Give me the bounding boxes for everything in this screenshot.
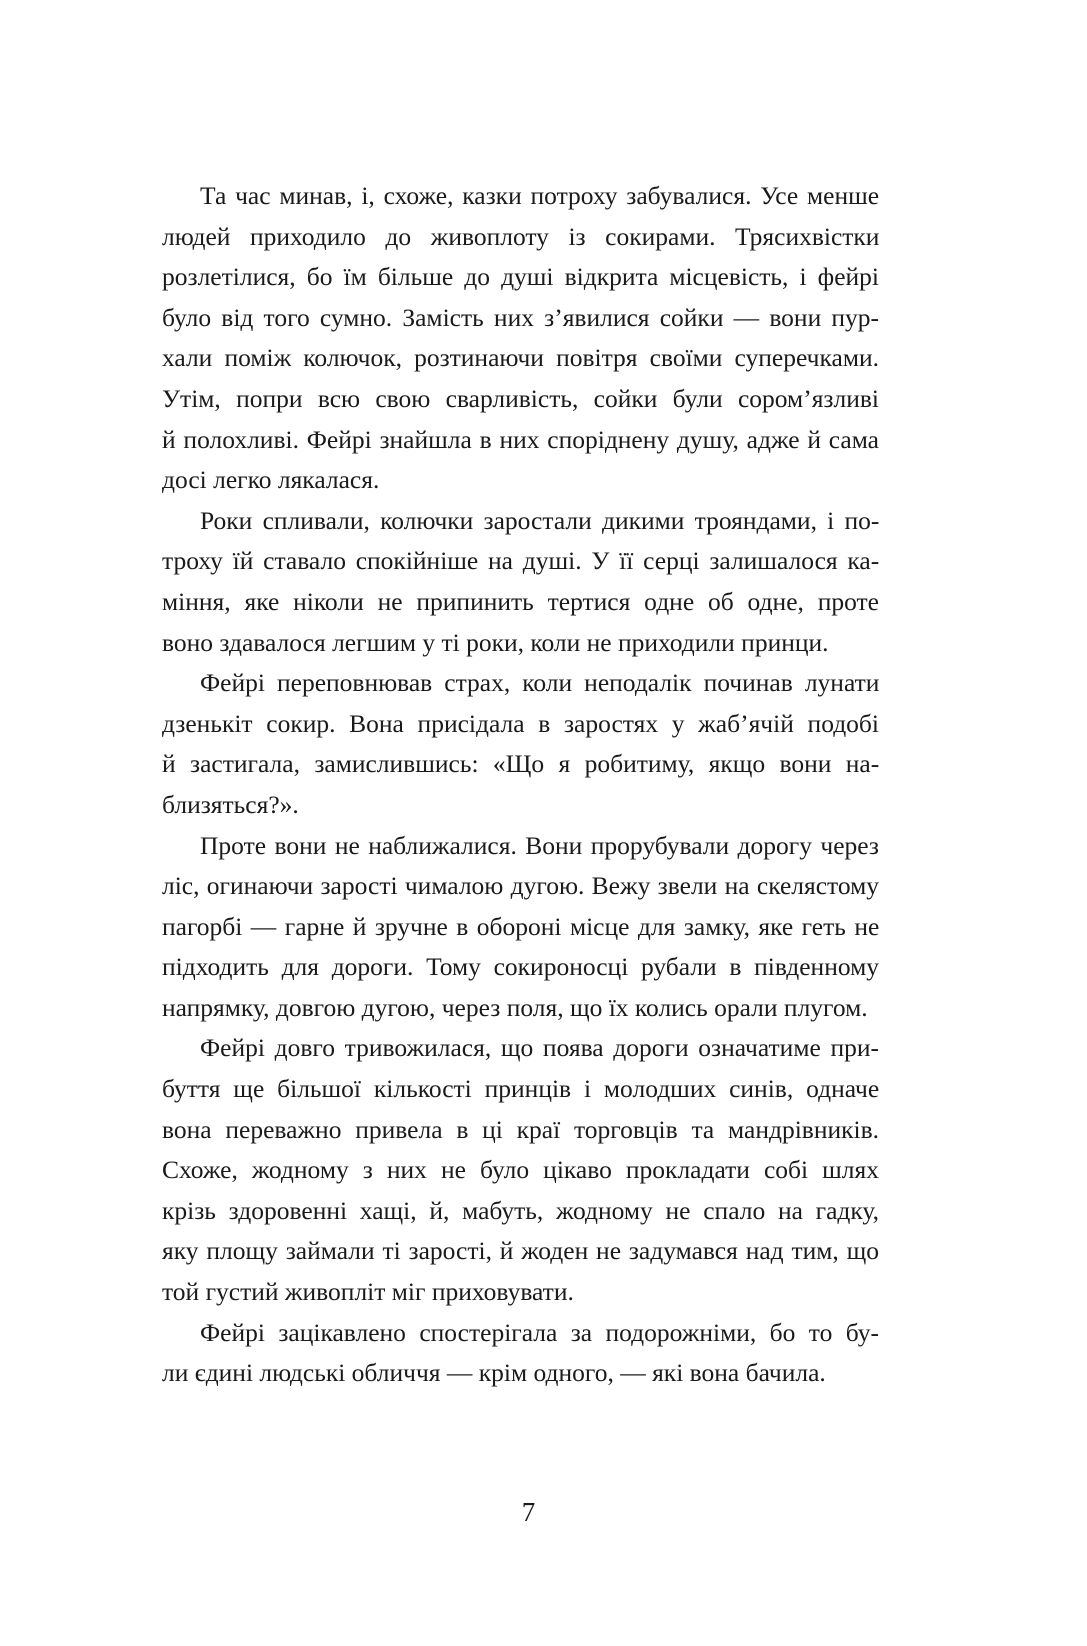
text-line: Проте вони не наближалися. Вони прорубували дорогу через: [200, 830, 879, 860]
body-text: [162, 176, 879, 1394]
text-line: воно здавалося легшим у ті роки, коли не приходили принци.: [162, 627, 829, 657]
text-line: було від того сумно. Замість них з’явилися сойки — вони пур-: [162, 302, 880, 332]
text-line: підходить для дороги. Тому сокироносці рубали в південному: [162, 952, 879, 982]
paragraph: [162, 826, 879, 1029]
text-line: Схоже, жодному з них не було цікаво прокладати собі шлях: [162, 1155, 879, 1185]
text-line: Фейрі зацікавлено спостерігала за подорожніми, бо то бу-: [200, 1317, 879, 1347]
page-number: [0, 1497, 1087, 1528]
text-line: досі легко лякалася.: [162, 465, 380, 495]
paragraph: [162, 1313, 879, 1394]
text-line: троху їй ставало спокійніше на душі. У її серці залишалося ка-: [162, 546, 880, 576]
text-line: вона переважно привела в ці краї торговців та мандрівників.: [162, 1114, 879, 1144]
text-line: Фейрі переповнював страх, коли неподалік починав лунати: [200, 668, 880, 698]
paragraph: [162, 1028, 879, 1312]
text-line: Фейрі довго тривожилася, що поява дороги означатиме при-: [200, 1033, 879, 1063]
text-line: розлетілися, бо їм більше до душі відкрита місцевість, і фейрі: [162, 262, 879, 292]
text-line: й полохливі. Фейрі знайшла в них споріднену душу, адже й сама: [162, 424, 879, 454]
text-line: Утім, попри всю свою сварливість, сойки були сором’язливі: [162, 383, 879, 413]
text-line: дзенькіт сокир. Вона присідала в заростях у жаб’ячій подобі: [162, 708, 879, 738]
page-number-label: 7: [521, 1497, 536, 1527]
text-line: людей приходило до живоплоту із сокирами. Трясихвістки: [162, 221, 880, 251]
text-line: Та час минав, і, схоже, казки потроху забувалися. Усе менше: [200, 181, 880, 210]
text-line: хали поміж колючок, розтинаючи повітря своїми суперечками.: [162, 343, 879, 373]
text-line: пагорбі — гарне й зручне в обороні місце для замку, яке геть не: [162, 911, 880, 941]
text-line: той густий живопліт міг приховувати.: [162, 1277, 574, 1307]
text-line: ліс, огинаючи зарості чималою дугою. Вежу звели на скелястому: [162, 871, 879, 901]
paragraph: [162, 176, 879, 501]
text-line: яку площу займали ті зарості, й жоден не задумався над тим, що: [162, 1236, 879, 1266]
text-line: крізь здоровенні хащі, й, мабуть, жодному не спало на гадку,: [162, 1195, 879, 1225]
text-line: ли єдині людські обличчя — крім одного, — які вона бачила.: [162, 1358, 826, 1388]
text-line: близяться?».: [162, 789, 299, 819]
text-line: напрямку, довгою дугою, через поля, що їх колись орали плугом.: [162, 992, 868, 1022]
text-line: міння, яке ніколи не припинить тертися одне об одне, проте: [162, 586, 879, 616]
paragraph: [162, 501, 879, 663]
paragraph: [162, 663, 879, 825]
text-line: Роки спливали, колючки заростали дикими трояндами, і по-: [200, 505, 880, 535]
text-line: буття ще більшої кількості принців і молодших синів, одначе: [162, 1074, 880, 1104]
text-line: й застигала, замислившись: «Що я робитиму, якщо вони на-: [162, 749, 880, 779]
